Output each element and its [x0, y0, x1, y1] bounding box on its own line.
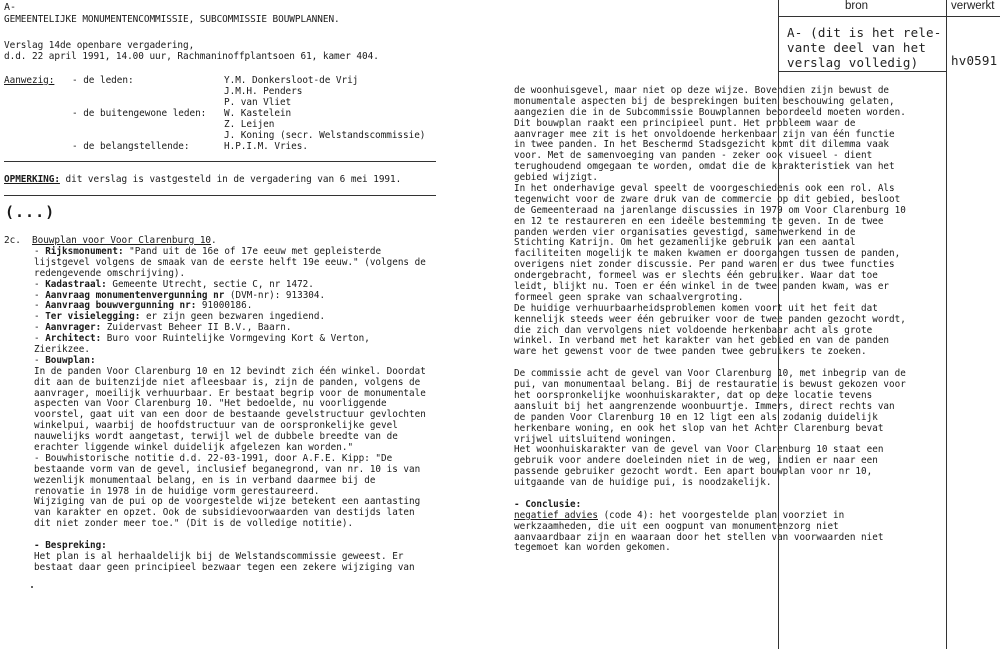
text-segment: -	[34, 300, 46, 312]
text-segment: -	[34, 289, 46, 301]
text-segment: aanvaardbaar zijn en waaraan door het stellen van voorwaarden niet	[514, 531, 884, 543]
remark	[4, 175, 401, 186]
text-segment: aansluit bij het aangrenzende woonbuurtje. Immers, direct rechts van	[514, 400, 895, 412]
text-segment: Buro voor Ruintelijke Vormgeving Kort & Verton,	[101, 333, 370, 345]
text-segment: overigens niet zonder discussie. Per pand waren er dus twee functies	[514, 259, 895, 271]
divider	[4, 161, 436, 162]
text-segment: -	[34, 311, 46, 323]
text-segment: Stichting Katrijn. Om het gezamenlijke gebruik van een aantal	[514, 237, 856, 249]
text-segment: 91000186.	[196, 300, 253, 312]
text-segment: de woonhuisgevel, maar niet op deze wijze. Bovendien zijn bewust de	[514, 85, 890, 96]
text-segment: De huidige verhuurbaarheidsproblemen komen voort uit het feit dat	[514, 302, 878, 314]
item-title: Bouwplan voor Voor Clarenburg 10	[32, 235, 212, 246]
text-line	[514, 347, 906, 358]
text-segment: terughoudend omgegaan te worden, omdat die de karakteristiek van het	[514, 161, 895, 173]
column-header-verwerkt: verwerkt	[951, 0, 995, 12]
text-segment: pui, van monumentaal belang. Bij de restauratie is bewust gekozen voor	[514, 379, 906, 391]
text-segment: redengevende omschrijving).	[34, 267, 186, 279]
text-segment: Aanvraag bouwvergunning nr:	[45, 300, 197, 312]
extra-members-label: - de buitengewone leden:	[72, 108, 207, 119]
text-line	[514, 543, 906, 554]
text-segment: uitgaande van de huidige pui, is noodzakelijk.	[514, 477, 772, 489]
text-segment: van karakter en opzet. Ook de subsidievoorwaarden van destijds laten	[34, 507, 415, 519]
text-segment: bestaat daar geen principieel bezwaar tegen een zekere wijziging van	[34, 561, 415, 573]
member-name: P. van Vliet	[224, 97, 292, 108]
text-segment: - Conclusie:	[514, 498, 582, 510]
right-column-body	[514, 86, 906, 554]
text-segment: Gemeente Utrecht, sectie C, nr 1472.	[106, 278, 314, 290]
remark-text: dit verslag is vastgesteld in de vergadering van 6 mei 1991.	[59, 174, 402, 185]
left-column-body	[34, 247, 426, 574]
text-segment: Zierikzee.	[34, 344, 90, 356]
text-segment: passende gebruiker gezocht wordt. Een apart bouwplan voor nr 10,	[514, 466, 873, 478]
text-segment: Aanvrager:	[45, 322, 102, 334]
text-segment: herkenbare woning, en ook het slop van het Achter Clarenburg bevat	[514, 422, 884, 434]
text-segment: de panden Voor Clarenburg 10 en 12 ligt een als zodanig duidelijk	[514, 411, 878, 423]
members-label: - de leden:	[72, 75, 134, 86]
text-segment: kennelijk steeds weer één gebruiker voor de twee panden gezocht wordt,	[514, 313, 906, 325]
text-segment: aspecten van Voor Clarenburg 10. "Het bedoelde, nu voorliggende	[34, 398, 387, 410]
text-line	[34, 563, 426, 574]
text-segment: formeel geen sprake van schaalvergroting.	[514, 291, 744, 303]
text-segment: Zuidervast Beheer II B.V., Baarn.	[101, 322, 292, 334]
text-segment: faciliteiten mogelijk te maken kwamen er doorgangen tussen de panden,	[514, 248, 901, 260]
text-segment: dit aan de buitenzijde niet afleesbaar is, zijn de panden, volgens de	[34, 376, 421, 388]
text-segment: die zich dan vervolgens niet voldoende herkenbaar acht als grote	[514, 324, 873, 336]
text-segment: -	[34, 278, 46, 290]
text-segment: Aanvraag monumentenvergunning nr	[45, 289, 225, 301]
text-segment: en 12 te restaureren en een ideële bestemming te geven. In de twee	[514, 215, 884, 227]
text-segment: aanvrager mee zit is het onvoldoende herkenbaar zijn van één functie	[514, 128, 895, 140]
text-segment: voorstel, gaat uit van een door de bestaande gevelstructuur gevlochten	[34, 409, 426, 421]
text-segment: leidt, blijkt nu. Toen er één winkel in de twee panden kwam, was er	[514, 281, 890, 293]
text-segment: monumentale aspecten bij de besprekingen buiten beschouwing gelaten,	[514, 95, 895, 107]
text-segment: Kadastraal:	[45, 278, 107, 290]
meeting-line-2: d.d. 22 april 1991, 14.00 uur, Rachmaninoffplantsoen 61, kamer 404.	[4, 51, 379, 62]
text-segment: werkzaamheden, die uit een oogpunt van monumentenzorg niet	[514, 520, 839, 532]
text-segment: Architect:	[45, 333, 102, 345]
item-heading: 2c. Bouwplan voor Voor Clarenburg 10.	[4, 235, 217, 246]
text-segment: Dit bouwplan raakt een principieel punt. Het probleem waar de	[514, 117, 856, 129]
text-segment: dit niet zonder meer toe." (Dit is de volledige notitie).	[34, 518, 354, 530]
text-segment: voor. Met de samenvoeging van panden - zeker ook visueel - dient	[514, 150, 873, 162]
text-segment: tegemoet kan worden gekomen.	[514, 542, 671, 554]
text-segment: "Pand uit de 16e of 17e eeuw met gepleisterde	[123, 246, 382, 257]
text-segment: Rijksmonument:	[45, 246, 124, 257]
scan-dot	[31, 586, 33, 588]
text-segment: er zijn geen bezwaren ingediend.	[140, 311, 326, 323]
text-segment: lijstgevel volgens de smaak van de eerste helft 19e eeuw." (volgens de	[34, 256, 426, 268]
text-segment: Bouwplan:	[45, 354, 96, 366]
text-segment: panden werden vier organisaties gevestigd, samenwerkend in de	[514, 226, 856, 238]
text-segment: het oorspronkelijke woonhuiskarakter, dat op deze locatie tevens	[514, 389, 873, 401]
text-segment: Het plan is al herhaaldelijk bij de Welstandscommissie geweest. Er	[34, 550, 404, 562]
text-segment: bestaande vorm van de gevel, inclusief beganegrond, van nr. 10 is van	[34, 463, 421, 475]
text-segment: tegenwicht voor de zware druk van de commercie op dit gebied, besloot	[514, 193, 901, 205]
extra-member-name: J. Koning (secr. Welstandscommissie)	[224, 130, 426, 141]
text-segment: (code 4): het voorgestelde plan voorziet in	[597, 509, 845, 521]
stakeholder-name: H.P.I.M. Vries.	[224, 141, 308, 152]
divider	[4, 195, 436, 196]
processed-code: hv0591	[951, 53, 998, 68]
column-header-bron: bron	[845, 0, 869, 12]
text-segment: In de panden Voor Clarenburg 10 en 12 bevindt zich één winkel. Doordat	[34, 365, 426, 377]
attendance-label: Aanwezig:	[4, 75, 55, 86]
source-note-line: verslag volledig)	[787, 55, 919, 70]
text-segment: gebruik voor andere doeleinden niet in de weg, indien er naar een	[514, 455, 878, 467]
source-note-line: vante deel van het	[787, 40, 927, 55]
text-segment: Wijziging van de pui op de voorgestelde wijze betekent een aantasting	[34, 496, 421, 508]
text-segment: - Bouwhistorische notitie d.d. 22-03-1991, door A.F.E. Kipp: "De	[34, 452, 393, 464]
text-segment: -	[34, 354, 46, 366]
text-segment: aanvrager, moeilijk verhuurbaar. Er bestaat begrip voor de monumentale	[34, 387, 426, 399]
text-segment: de Gemeenteraad na jarenlange discussies in 1979 om Voor Clarenburg 10	[514, 204, 906, 216]
text-segment: winkelpui, waarbij de hoofdstructuur van de oorspronkelijke gevel	[34, 420, 398, 432]
text-line	[34, 519, 426, 530]
document-marker: A-	[4, 2, 16, 13]
text-segment: -	[34, 322, 46, 334]
omission-marker: (...)	[5, 203, 56, 221]
sidebar-divider	[778, 0, 779, 649]
text-segment: negatief advies	[514, 509, 598, 521]
text-line	[34, 334, 426, 345]
text-segment: erachter liggende winkel duidelijk afgelezen kan worden."	[34, 442, 354, 454]
document-title: GEMEENTELIJKE MONUMENTENCOMMISSIE, SUBCOMMISSIE BOUWPLANNEN.	[4, 14, 340, 25]
text-segment: (DVM-nr): 913304.	[224, 289, 326, 301]
source-note-line: A- (dit is het rele-	[787, 25, 942, 40]
item-number: 2c.	[4, 235, 21, 246]
text-segment: -	[34, 246, 46, 257]
text-segment: De commissie acht de gevel van Voor Clarenburg 10, met inbegrip van de	[514, 368, 906, 380]
text-segment: in twee panden. In het Beschermd Stadsgezicht komt dit dilemma vaak	[514, 139, 890, 151]
text-segment: renovatie in 1978 in de huidige vorm gerestaureerd.	[34, 485, 320, 497]
text-segment: gebied wijzigt.	[514, 172, 598, 184]
extra-member-name: Z. Leijen	[224, 119, 275, 130]
text-segment: ware het gewenst voor de twee panden twee gebruikers te zoeken.	[514, 346, 867, 358]
text-segment: vrijwel uitsluitend woningen.	[514, 433, 677, 445]
stakeholder-label: - de belangstellende:	[72, 141, 190, 152]
sidebar-header-rule	[778, 16, 1000, 17]
member-name: J.M.H. Penders	[224, 86, 303, 97]
remark-label: OPMERKING:	[4, 174, 60, 185]
source-note-rule	[778, 71, 946, 72]
text-line	[514, 478, 906, 489]
text-segment: Ter visielegging:	[45, 311, 141, 323]
text-segment: ondergebracht, formeel was er slechts één gebruiker. Waar dat toe	[514, 270, 878, 282]
text-segment: winkel. In verband met het karakter van het gebied en van de panden	[514, 335, 890, 347]
text-segment: Het woonhuiskarakter van de gevel van Voor Clarenburg 10 staat een	[514, 444, 884, 456]
extra-member-name: W. Kastelein	[224, 108, 292, 119]
text-segment: aangezien die in de Subcommissie Bouwplannen beoordeeld moeten worden.	[514, 106, 906, 118]
sidebar-divider	[946, 0, 947, 649]
text-segment: -	[34, 333, 46, 345]
meeting-line-1: Verslag 14de openbare vergadering,	[4, 40, 195, 51]
text-segment: - Bespreking:	[34, 540, 107, 552]
text-segment: In het onderhavige geval speelt de voorgeschiedenis ook een rol. Als	[514, 183, 895, 195]
text-segment: nauwelijks wordt aangetast, terwijl wel de dubbele breedte van de	[34, 431, 398, 443]
text-segment: wezenlijk monumentaal belang, en is in verband daarmee bij de	[34, 474, 376, 486]
member-name: Y.M. Donkersloot-de Vrij	[224, 75, 359, 86]
